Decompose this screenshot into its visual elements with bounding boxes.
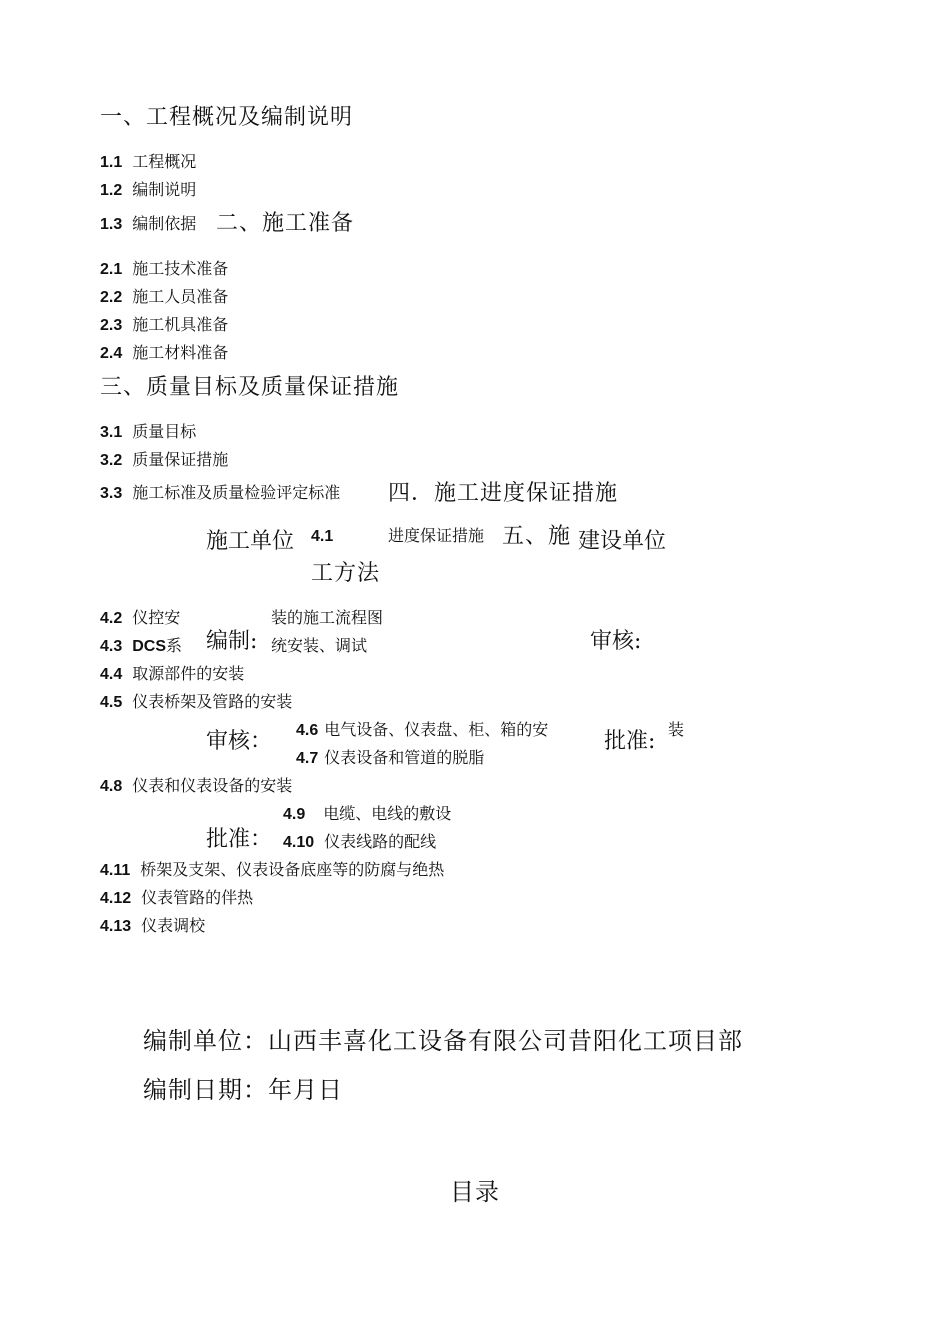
item-number: 3.3 xyxy=(100,485,123,502)
item-number: 2.2 xyxy=(100,289,123,306)
item-number: 4.9 xyxy=(283,806,306,823)
item-label: 电气设备、仪表盘、柜、箱的安 xyxy=(324,720,549,739)
toc-item-3-1 xyxy=(100,422,196,443)
approve-label-right: 批准: xyxy=(604,729,656,754)
item-label: 仪表调校 xyxy=(141,916,206,935)
item-number: 4.4 xyxy=(100,666,123,683)
item-label: 仪表设备和管道的脱脂 xyxy=(324,748,485,767)
toc-item-4-10 xyxy=(283,832,436,853)
toc-item-1-2 xyxy=(100,180,196,201)
toc-item-4-1-label: 进度保证措施 xyxy=(388,526,485,545)
toc-item-4-5 xyxy=(100,692,292,713)
toc-item-4-12 xyxy=(100,888,253,909)
toc-item-4-6 xyxy=(296,720,548,741)
item-label-dcs: DCS xyxy=(132,638,167,655)
toc-item-4-3-a xyxy=(100,636,182,657)
item-number: 4.5 xyxy=(100,694,123,711)
review-label-left: 审核： xyxy=(206,729,273,754)
heading-5-part-b: 工方法 xyxy=(311,561,381,586)
item-number: 4.3 xyxy=(100,638,123,655)
compile-unit: 编制单位：山西丰喜化工设备有限公司昔阳化工项目部 xyxy=(143,1027,743,1055)
compile-date: 编制日期：年月日 xyxy=(143,1076,343,1104)
item-label: 施工机具准备 xyxy=(132,315,229,334)
item-label: 施工材料准备 xyxy=(132,343,229,362)
item-label: 系 xyxy=(166,636,183,655)
item-label: 仪表线路的配线 xyxy=(324,832,437,851)
approve-label-left: 批准： xyxy=(206,827,273,852)
toc-item-4-13 xyxy=(100,916,205,937)
item-number: 4.12 xyxy=(100,890,132,907)
toc-item-3-2 xyxy=(100,450,228,471)
toc-item-4-2-b: 装的施工流程图 xyxy=(271,608,384,627)
toc-item-4-2-a xyxy=(100,608,180,629)
item-label: 取源部件的安装 xyxy=(132,664,245,683)
item-number: 4.2 xyxy=(100,610,123,627)
toc-item-4-3-b: 统安装、调试 xyxy=(271,636,368,655)
item-number: 3.2 xyxy=(100,452,123,469)
item-label: 编制依据 xyxy=(132,214,197,233)
toc-item-4-1-number xyxy=(311,526,333,547)
item-number: 4.8 xyxy=(100,778,123,795)
toc-item-4-6-tail: 装 xyxy=(668,720,685,739)
toc-item-4-11 xyxy=(100,860,444,881)
item-label: 施工技术准备 xyxy=(132,259,229,278)
review-label-right: 审核: xyxy=(590,629,642,654)
item-label: 电缆、电线的敷设 xyxy=(323,804,452,823)
item-number: 1.1 xyxy=(100,154,123,171)
toc-item-4-9 xyxy=(283,804,451,825)
owner-unit-label: 建设单位 xyxy=(578,529,667,554)
toc-item-4-7 xyxy=(296,748,484,769)
toc-title: 目录 xyxy=(450,1178,500,1206)
item-number: 4.1 xyxy=(311,528,334,545)
item-label: 质量保证措施 xyxy=(132,450,229,469)
toc-item-2-2 xyxy=(100,287,228,308)
item-label: 桥架及支架、仪表设备底座等的防腐与绝热 xyxy=(140,860,445,879)
item-label: 施工标准及质量检验评定标准 xyxy=(132,483,341,502)
item-number: 2.1 xyxy=(100,261,123,278)
item-number: 4.10 xyxy=(283,834,315,851)
compile-label: 编制: xyxy=(206,629,258,654)
construction-unit-label: 施工单位 xyxy=(206,529,295,554)
item-label: 工程概况 xyxy=(132,152,197,171)
toc-item-1-3 xyxy=(100,214,196,235)
toc-item-1-1 xyxy=(100,152,196,173)
toc-item-2-3 xyxy=(100,315,228,336)
item-label: 仪表桥架及管路的安装 xyxy=(132,692,293,711)
item-number: 4.13 xyxy=(100,918,132,935)
item-label: 仪表管路的伴热 xyxy=(141,888,254,907)
toc-item-2-1 xyxy=(100,259,228,280)
item-number: 1.3 xyxy=(100,216,123,233)
toc-item-3-3 xyxy=(100,483,340,504)
item-number: 1.2 xyxy=(100,182,123,199)
toc-item-4-8 xyxy=(100,776,292,797)
heading-1: 一、工程概况及编制说明 xyxy=(100,105,354,130)
item-label: 仪表和仪表设备的安装 xyxy=(132,776,293,795)
toc-item-2-4 xyxy=(100,343,228,364)
heading-5-part-a: 五、施 xyxy=(502,524,572,549)
item-label: 仪控安 xyxy=(132,608,181,627)
item-number: 4.7 xyxy=(296,750,319,767)
item-label: 施工人员准备 xyxy=(132,287,229,306)
heading-3: 三、质量目标及质量保证措施 xyxy=(100,375,400,400)
heading-4: 四．施工进度保证措施 xyxy=(388,481,619,506)
item-number: 3.1 xyxy=(100,424,123,441)
heading-2: 二、施工准备 xyxy=(216,211,355,236)
item-number: 4.6 xyxy=(296,722,319,739)
toc-item-4-4 xyxy=(100,664,244,685)
item-number: 2.4 xyxy=(100,345,123,362)
item-number: 4.11 xyxy=(100,862,131,879)
item-number: 2.3 xyxy=(100,317,123,334)
item-label: 质量目标 xyxy=(132,422,197,441)
item-label: 编制说明 xyxy=(132,180,197,199)
